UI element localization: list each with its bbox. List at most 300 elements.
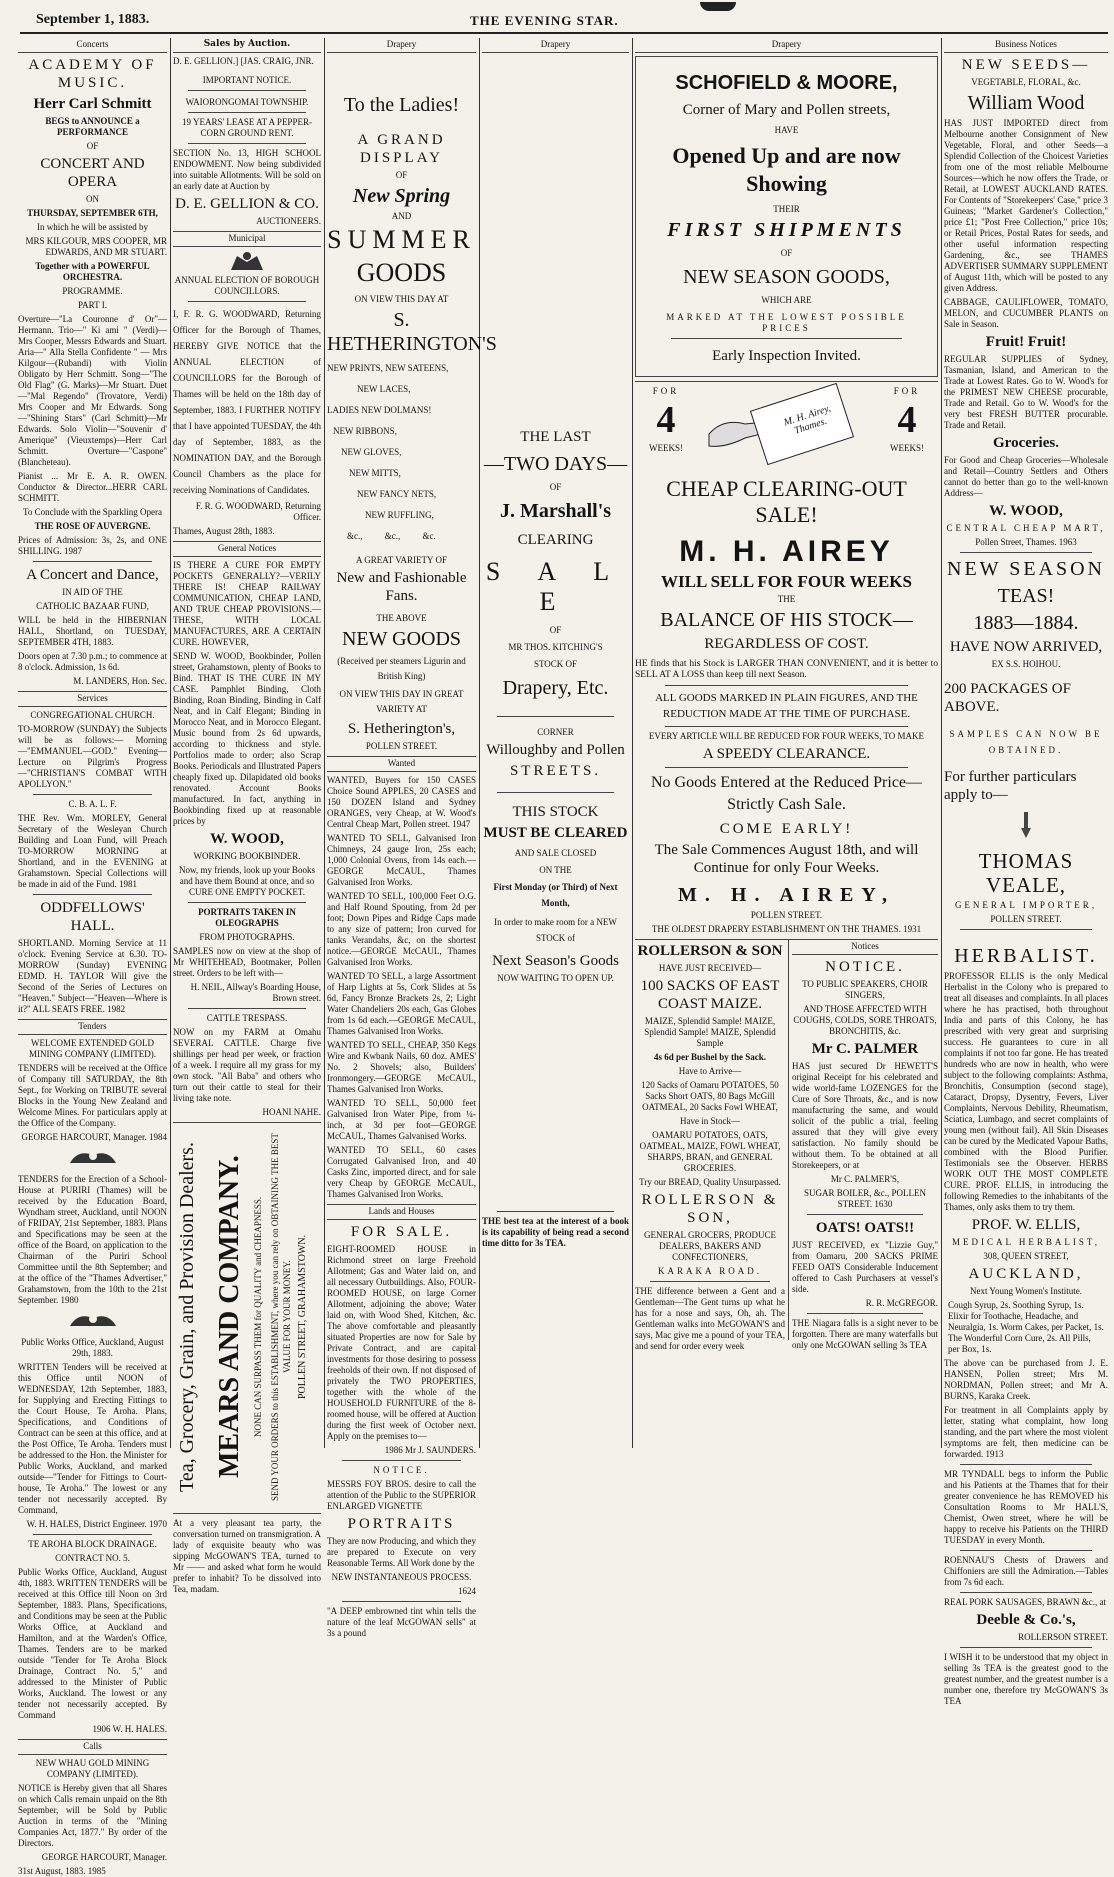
- pork-text: REAL PORK SAUSAGES, BRAWN &c., at: [944, 1597, 1106, 1607]
- list-item: NEW MITTS,: [349, 468, 401, 478]
- whau-sig: GEORGE HARCOURT, Manager.: [41, 1852, 167, 1862]
- arrived-text: HAVE NOW ARRIVED,: [949, 639, 1103, 655]
- oddfellows-heading: ODDFELLOWS' HALL.: [40, 900, 145, 934]
- trespass-text: NOW on my FARM at Omahu SEVERAL CATTLE. Charge five shillings per head per week, or fraction of a week. I require all my grass for my own stock. "All Baba" and others who turn out their cattle to steal for their living take note.: [173, 1027, 321, 1103]
- public-works-date: Public Works Office, Auckland, August 29th, 1883.: [21, 1337, 164, 1358]
- part-heading: PART I.: [78, 300, 107, 310]
- tyndall-text: MR TYNDALL begs to inform the Public and his Patients at the Thames that for their greater convenience he has REMOVED his Consultation Rooms to Mr HALL'S, Chemist, Owen street, where he will be happy to receive his Patients on the THIRD TUESDAY in every Month.: [944, 1469, 1108, 1545]
- bushel-price: 4s 6d per Bushel by the Sack.: [653, 1052, 767, 1062]
- portraits-heading: PORTRAITS TAKEN IN OLEOGRAPHS: [198, 907, 296, 928]
- photos-heading: FROM PHOTOGRAPHS.: [199, 932, 295, 942]
- on-text: ON: [86, 194, 99, 204]
- hetherington-name-2: S. Hetherington's,: [347, 721, 456, 737]
- divider: [960, 1592, 1091, 1593]
- cbal-heading: C. B. A. L. F.: [68, 799, 117, 809]
- portraits-heading: PORTRAITS: [347, 1516, 456, 1532]
- rollerson-heading-2: ROLLERSON & SON,: [641, 1192, 779, 1226]
- seeds-heading: NEW SEEDS—: [961, 57, 1091, 73]
- bazaar-fund: CATHOLIC BAZAAR FUND,: [36, 601, 149, 611]
- weeks-text: WEEKS!: [890, 443, 924, 453]
- hand-card-icon: [705, 388, 865, 464]
- card-text: M. H. Airey, Thames.: [782, 403, 833, 437]
- column-rule: [788, 940, 789, 1340]
- treatment-text: For treatment in all Complaints apply by letter, stating what complaint, how long standing, and the part where the most violent symptoms are felt, then medicine can be forwarded. 1913: [944, 1405, 1108, 1459]
- speedy-clearance: A SPEEDY CLEARANCE.: [702, 746, 871, 762]
- column-rule: [324, 38, 325, 1448]
- spacer: [482, 56, 629, 428]
- divider: [497, 792, 615, 793]
- column-3: [327, 38, 497, 1638]
- masthead-rule: [20, 32, 1108, 34]
- oats-heading: OATS! OATS!!: [815, 1220, 915, 1236]
- divider: [497, 1211, 615, 1212]
- niagara-text: THE Niagara falls is a sight never to be forgotten. There are many waterfalls but only one McGOWAN selling 3s TEA: [792, 1318, 938, 1350]
- divider: [807, 1214, 924, 1215]
- foy-text: MESSRS FOY BROS. desire to call the attention of the Public to the SUPERIOR ENLARGED VIGNETTE: [327, 1479, 476, 1511]
- auction-agents: D. E. GELLION.] [JAS. CRAIG, JNR.: [173, 56, 314, 66]
- foy-terms: They are now Producing, and which they are prepared to Execute on very Reasonable Terms. All Work done by the: [327, 1536, 476, 1568]
- masthead-ornament: [700, 2, 736, 11]
- for-text: FOR: [893, 386, 921, 396]
- pointing-hand-icon: [944, 810, 1108, 843]
- tea-joke: At a very pleasant tea party, the conversation turned on transmigration. A lady of exquisite beauty who was sipping McGOWAN'S TEA, turned to Mr —— and asked what form he would prefer to inhabit? To be dissolved into Tea, madam.: [173, 1518, 321, 1594]
- speakers-text: TO PUBLIC SPEAKERS, CHOIR SINGERS,: [802, 979, 928, 1000]
- gent-text: THE difference between a Gent and a Gentleman—The Gent turns up what he has for a nose and says, Oh, ah. The Gentleman walks into McGOWAN'S and says, Mac give me a pound of your TEA, and send for order every week: [635, 1286, 785, 1351]
- education-tender-text: TENDERS for the Erection of a School-House at PURIRI (Thames) will be received by the Education Board, Wyndham street, Auckland, until NOON of FRIDAY, 21st September, 1883. Plans and Specifications may be seen at the office of the Board, on application to the Chairman of the Puriri School Committee until the 8th September; and at the office of the "Thames Advertiser," Grahamstown, from the 10th to the 21st September. 1980: [18, 1174, 167, 1305]
- wanted-item: WANTED TO SELL, Galvanised Iron Chimneys, 24 gauge Iron, 25s each; 1,000 Colonial Ovens, from 14s each.—GEORGE McCAUL, Thames Galvanised Iron Works.: [327, 833, 476, 887]
- woodward-notice: I, F. R. G. WOODWARD, Returning Officer for the Borough of Thames, HEREBY GIVE NOTICE that the ANNUAL ELECTION of COUNCILLORS for the Borough of Thames will be held on the 18th day of September, 1883. I FURTHER NOTIFY that I have appointed TUESDAY, the 4th day of September, 1883, as the NOMINATION DAY, and the Borough Council Chambers as the place for receiving Nominations of Candidates.: [173, 309, 321, 495]
- first-monday: First Monday (or Third) of Next Month,: [493, 882, 618, 908]
- divider: [33, 894, 152, 895]
- and-text: AND: [391, 211, 412, 221]
- importer-text: GENERAL IMPORTER,: [954, 900, 1098, 910]
- divider: [188, 301, 306, 302]
- admission-prices: Prices of Admission: 3s, 2s, and ONE SHILLING. 1987: [18, 535, 167, 556]
- marked-prices: MARKED AT THE LOWEST POSSIBLE PRICES: [666, 312, 907, 333]
- assisted-text: In which he will be assisted by: [37, 222, 148, 232]
- divider: [497, 716, 615, 717]
- wanted-item: WANTED, Buyers for 150 CASES Choice Sound APPLES, 20 CASES and 150 DOZEN Island and Sydney ORANGES, very Cheap, at W. Wood's Central Cheap Mart, Pollen street. 1947: [327, 775, 476, 829]
- mears-advert: [173, 1122, 321, 1514]
- column-rule: [170, 38, 171, 1448]
- vegetable-text: VEGETABLE, FLORAL, &c.: [971, 77, 1081, 87]
- the-text: THE: [777, 594, 796, 604]
- instantaneous-process: NEW INSTANTANEOUS PROCESS.: [331, 1572, 472, 1582]
- programme-heading: PROGRAMME.: [62, 286, 123, 296]
- for-four-right: [882, 386, 932, 457]
- every-article: EVERY ARTICLE WILL BE REDUCED FOR FOUR WEEKS, TO MAKE: [648, 731, 925, 741]
- wood-name: W. WOOD,: [210, 831, 284, 847]
- remedies-list: Cough Syrup, 2s. Soothing Syrup, 1s. Elixir for Toothache, Headache, and Neuralgia, 1s. Worm Cakes, per Packet, 1s. The Wonderful Corn Cure, 2s. All Pills, per Box, 1s.: [948, 1300, 1104, 1354]
- cabbage-text: CABBAGE, CAULIFLOWER, TOMATO, MELON, and CUCUMBER PLANTS on Sale in Season.: [944, 297, 1108, 329]
- stock-of: STOCK OF: [533, 659, 578, 669]
- performers: MRS KILGOUR, MRS COOPER, MR EDWARDS, AND MR STUART.: [25, 236, 167, 257]
- mears-line-3: POLLEN STREET, GRAHAMSTOWN.: [297, 1234, 308, 1400]
- fruit-heading: Fruit! Fruit!: [985, 334, 1067, 350]
- divider: [960, 1464, 1091, 1465]
- ellis-name: PROF. W. ELLIS,: [971, 1217, 1081, 1233]
- palmer-text: HAS just secured Dr HEWETT'S original Receipt for his celebrated and wide world-fame LOZENGES for the Cure of Sore Throats, &c., and is now manufacturing the same, and would solicit of the public a trial, feeling assured that they will give every satisfaction. No family should be without them. To be obtained at all Storekeepers, or at: [792, 1061, 938, 1170]
- rollerson-street: ROLLERSON STREET.: [1018, 1632, 1108, 1642]
- saunders-sig: 1986 Mr J. SAUNDERS.: [384, 1445, 476, 1455]
- column-rule: [941, 38, 942, 1448]
- arrive-items: 120 Sacks of Oamaru POTATOES, 50 Sacks Short OATS, 80 Bags McGill OATMEAL, 20 Sacks Fowl WHEAT,: [641, 1080, 779, 1112]
- no-goods: No Goods Entered at the Reduced Price—Strictly Cash Sale.: [650, 774, 923, 813]
- samples-text: SAMPLES now on view at the shop of Mr WHITEHEAD, Bootmaker, Pollen street. Orders to be left with—: [173, 946, 321, 978]
- cure-text: IS THERE A CURE FOR EMPTY POCKETS GENERALLY?—VERILY THERE IS! CHEAP RAILWAY COMMUNICATION, CHEAP LAND, AND TRUE CHEAP PROVISIONS.—THESE, WITH LOCAL MANUFACTURES, ARE A CERTAIN CURE. HOWEVER,: [173, 560, 321, 647]
- hales-sig: W. H. HALES, District Engineer. 1970: [26, 1519, 167, 1529]
- list-item: NEW FANCY NETS,: [357, 489, 437, 499]
- herbalist-heading: HERBALIST.: [954, 945, 1098, 967]
- wish-text: I WISH it to be understood that my object in selling 3s TEA is the greatest good to the greatest number, and the greatest number is a number one, therefore try McGOWAN'S 3s TEA: [944, 1652, 1108, 1706]
- balance-heading: BALANCE OF HIS STOCK—: [660, 609, 913, 631]
- column-rule: [479, 38, 480, 1448]
- section-header-wanted: Wanted: [327, 756, 476, 772]
- election-heading: ANNUAL ELECTION OF BOROUGH COUNCILLORS.: [174, 275, 320, 296]
- airey-card-row: [635, 381, 938, 476]
- arrive-text: Have to Arrive—: [678, 1066, 742, 1076]
- section-header-calls: Calls: [18, 1739, 167, 1755]
- seeds-text: HAS JUST IMPORTED direct from Melbourne another Consignment of New Vegetable, Floral, and other Seeds—a Splendid Collection of the Choicest Varieties from one of the most reliable Melbourne Sources—which he now offers the Trade, or Retail, at LOWEST AUCKLAND RATES. For Contents of "Storekeepers' Case," price 3 Guineas; "Market Gardener's Collection," price £1; "Post Free Collection," price 10s; or Retail Prices, Postal Rates for seeds, and other useful information respecting Gardening, &c., see THAMES ADVERTISER SUMMARY SUPPLEMENT of August 11th, which will be posted to any given Address.: [944, 118, 1108, 293]
- divider: [188, 902, 306, 903]
- list-item: NEW LACES,: [357, 384, 411, 394]
- groceries-text: For Good and Cheap Groceries—Wholesale and Retail—Country Settlers and Others cannot do better than go to the well-known Address—: [944, 455, 1108, 498]
- neil-sig: H. NEIL, Allway's Boarding House, Brown street.: [190, 982, 321, 1003]
- sale-closed: AND SALE CLOSED: [514, 848, 597, 858]
- corner-text: Corner of Mary and Pollen streets,: [682, 102, 891, 118]
- sacks-maize: 100 SACKS OF EAST COAST MAIZE.: [640, 978, 780, 1012]
- divider: [650, 1281, 770, 1282]
- col5-bottom: [635, 939, 938, 1351]
- section-header-lands: Lands and Houses: [327, 1204, 476, 1220]
- mears-title: Tea, Grocery, Grain, and Provision Dealers.: [176, 1142, 198, 1492]
- section-text: SECTION No. 13, HIGH SCHOOL ENDOWMENT. Now being subdivided into suitable Allotments. Will be sold on an early date at Auction by: [173, 148, 321, 191]
- section-header-drapery-3: Drapery: [635, 38, 938, 53]
- column-1: [18, 38, 167, 1876]
- harcourt-sig: GEORGE HARCOURT, Manager. 1984: [21, 1132, 167, 1142]
- academy-heading: ACADEMY OF MUSIC.: [28, 57, 157, 91]
- pianist: Pianist ... Mr E. A. R. OWEN. Conductor & Director...HERR CARL SCHMITT.: [18, 471, 167, 503]
- wanted-item: WANTED TO SELL, a large Assortment of Harp Lights at 5s, Cork Slides at 5s 6d, Fancy Bronze Brackets 2s, 2; Light Water Chandeliers 20s each, Gas Globes from 1s 6d each.—GEORGE McCAUL, Thames Galvanised Iron Works.: [327, 971, 476, 1036]
- on-the: ON THE: [539, 865, 572, 875]
- hoihou-text: EX S.S. HOIHOU.: [991, 659, 1061, 669]
- palmer-heading: Mr C. PALMER: [811, 1041, 919, 1057]
- section-header-business: Business Notices: [944, 38, 1108, 53]
- wanted-item: WANTED TO SELL, CHEAP, 350 Kegs Wire and Kwbank Nails, 60 doz. AMES' No. 2 Shovels; also, Builders' Ironmongery.—GEORGE McCAUL, Thames Galvanised Iron Works.: [327, 1040, 476, 1094]
- column-2: [173, 38, 321, 1594]
- opened-heading: Opened Up and are now Showing: [672, 143, 901, 196]
- further-text: For further particulars apply to—: [944, 769, 1077, 803]
- this-stock: THIS STOCK: [512, 804, 599, 820]
- section-header-auction: Sales by Auction.: [173, 38, 321, 53]
- of-text-2: OF: [549, 625, 562, 635]
- come-early: COME EARLY!: [719, 821, 854, 837]
- first-shipments: FIRST SHIPMENTS: [667, 219, 906, 241]
- william-wood: William Wood: [967, 92, 1085, 114]
- schofield-heading: SCHOFIELD & MOORE,: [675, 72, 898, 94]
- early-inspection: Early Inspection Invited.: [712, 348, 861, 364]
- make-room: In order to make room for a NEW STOCK of: [494, 917, 617, 943]
- variety-text: A GREAT VARIETY OF: [356, 555, 447, 565]
- received-text: (Received per steamers Ligurin and British King): [337, 656, 466, 681]
- landers-sig: M. LANDERS, Hon. Sec.: [73, 676, 167, 686]
- divider: [665, 726, 907, 727]
- will-sell: WILL SELL FOR FOUR WEEKS: [661, 572, 912, 591]
- hoani-sig: HOANI NAHE.: [262, 1107, 321, 1117]
- wood-trade: WORKING BOOKBINDER.: [193, 851, 301, 861]
- welcome-heading: WELCOME EXTENDED GOLD MINING COMPANY (LIMITED).: [28, 1038, 157, 1059]
- oldest-text: THE OLDEST DRAPERY ESTABLISHMENT ON THE THAMES. 1931: [651, 924, 922, 934]
- above-text: THE ABOVE: [376, 613, 427, 623]
- must-be-cleared: MUST BE CLEARED: [483, 825, 628, 841]
- two-days: —TWO DAYS—: [483, 453, 628, 475]
- crest-icon: [173, 250, 321, 275]
- aroha-text: Public Works Office, Auckland, August 4th, 1883. WRITTEN TENDERS will be received at this Office till Noon on 3rd September, 1883. Plans, Specifications, and Conditions may be seen at the Public Works Office, at Auckland and Hamilton, and at the Warden's Office, Thames. Tenders are to be marked outside "Tender for Te Aroha Block Drainage, Contract No. 5," and addressed to the Minister of Public Works, Auckland. The lowest or any tender not necessarily accepted. By Command: [18, 1567, 167, 1720]
- regardless-text: REGARDLESS OF COST.: [704, 636, 869, 652]
- clearing-text: CLEARING: [517, 532, 594, 548]
- their-text: THEIR: [773, 204, 800, 214]
- wanted-item: WANTED TO SELL, 60 cases Corrugated Galvanised Iron, and 40 Casks Zinc, imported direct, and for sale very Cheap by GEORGE McCAUL, Thames Galvanised Iron Works.: [327, 1145, 476, 1199]
- have-text: HAVE: [774, 125, 799, 135]
- cheap-clearing: CHEAP CLEARING-OUT SALE!: [666, 476, 907, 527]
- years-heading: 1883—1884.: [973, 612, 1079, 634]
- new-items-list: [327, 359, 476, 545]
- divider: [342, 1460, 461, 1461]
- doors-text: Doors open at 7.30 p.m.; to commence at 8 o'clock. Admission, 1s 6d.: [18, 651, 167, 672]
- section-header-drapery-2: Drapery: [482, 38, 629, 53]
- list-item: &c., &c., &c.: [347, 531, 436, 541]
- karaka-road: KARAKA ROAD.: [657, 1266, 762, 1276]
- divider: [188, 1008, 306, 1009]
- crest-icon: [18, 1310, 167, 1333]
- lizzie-text: JUST RECEIVED, ex "Lizzie Guy," from Oamaru, 200 SACKS PRIME FEED OATS Considerable Inducement offered to Cash Purchasers at vessel's side.: [792, 1240, 938, 1294]
- wanted-item: WANTED TO SELL, 50,000 feet Galvanised Iron Water Pipe, from ¼-inch, at 3d per foot—GEORGE McCAUL, Thames Galvanised Works.: [327, 1098, 476, 1141]
- divider: [342, 1601, 461, 1602]
- four-number: 4: [897, 399, 917, 441]
- list-item: NEW RIBBONS,: [333, 426, 397, 436]
- woodward-sig: F. R. G. WOODWARD, Returning Officer.: [195, 501, 321, 522]
- received-text: HAVE JUST RECEIVED—: [658, 963, 762, 973]
- whau-text: NOTICE is Hereby given that all Shares on which Calls remain unpaid on the 8th September, will be Sold by Public Auction in terms of the "Mining Companies Act, 1877." By order of the Directors.: [18, 1783, 167, 1848]
- onview-text: ON VIEW THIS DAY IN GREAT VARIETY AT: [339, 689, 464, 714]
- section-header-notices: Notices: [792, 940, 938, 955]
- crest-icon: [18, 1147, 167, 1170]
- concert-opera: CONCERT AND OPERA: [40, 156, 145, 190]
- schmitt-heading: Herr Carl Schmitt: [33, 96, 152, 112]
- sale-heading: S A L E: [485, 557, 626, 616]
- section-header-concerts: Concerts: [18, 38, 167, 53]
- sale-commences: The Sale Commences August 18th, and will Continue for only Four Weeks.: [654, 842, 919, 876]
- divider: [665, 685, 907, 686]
- divider: [960, 1550, 1091, 1551]
- mears-name: MEARS AND COMPANY.: [214, 1155, 245, 1479]
- divider: [960, 929, 1091, 930]
- orchestra: Together with a POWERFUL ORCHESTRA.: [35, 261, 150, 282]
- divider: [188, 112, 306, 113]
- wood-name: W. WOOD,: [989, 503, 1063, 519]
- for-sale-heading: FOR SALE.: [350, 1224, 453, 1240]
- cbal-text: THE Rev. Wm. MORLEY, General Secretary of the Wesleyan Church Building and Loan Fund, will Preach TO-MORROW MORNING at Shortland, and in the EVENING at Grahamstown. Special Collections will be made in aid of the Fund. 1981: [18, 813, 167, 889]
- column-6: [944, 38, 1108, 1706]
- conclude-text: To Conclude with the Sparkling Opera: [22, 507, 163, 517]
- lease-heading: 19 YEARS' LEASE AT A PEPPER-CORN GROUND RENT.: [182, 117, 312, 138]
- rose-opera: THE ROSE OF AUVERGNE.: [34, 521, 151, 531]
- auckland-text: AUCKLAND,: [968, 1266, 1084, 1282]
- divider: [188, 90, 306, 91]
- best-tea-text: THE best tea at the interest of a book is its capability of being read a second time ditto for 3s TEA.: [482, 1216, 629, 1248]
- samples-text: SAMPLES CAN NOW BE OBTAINED.: [949, 729, 1103, 755]
- list-item: NEW PRINTS, NEW SATEENS,: [327, 363, 449, 373]
- bread-text: Try our BREAD, Quality Unsurpassed.: [639, 1177, 781, 1187]
- section-header-services: Services: [18, 691, 167, 707]
- corner-text: CORNER: [537, 727, 574, 737]
- veale-name: THOMAS VEALE,: [978, 849, 1074, 897]
- goods-heading: GOODS: [356, 258, 447, 287]
- oddfellows-text: SHORTLAND. Morning Service at 11 o'clock. Evening Service at 6.30. TO-MORROW (Sunday) EVENING EDMD. H. TAYLOR Will give the Second of the Series of Lectures on "Heaven." Subject—"Heaven—Where is it?" ALL SEATS FREE. 1982: [18, 938, 167, 1014]
- new-goods-heading: NEW GOODS: [341, 628, 462, 650]
- hales-sig-2: 1906 W. H. HALES.: [92, 1724, 167, 1734]
- divider: [960, 1647, 1091, 1648]
- next-text: Next Young Women's Institute.: [970, 1286, 1082, 1296]
- auctioneers: AUCTIONEERS.: [256, 216, 321, 226]
- gellion-name: D. E. GELLION & CO.: [175, 196, 319, 212]
- welcome-text: TENDERS will be received at the Office of Company till SATURDAY, the 8th Sept., for Working on TRIBUTE several Blocks in the Young New Zealand and Welcome Mines. For particulars apply at the Office of the Company.: [18, 1063, 167, 1128]
- weeks-text: WEEKS!: [649, 443, 683, 453]
- kitching-name: MR THOS. KITCHING'S: [508, 642, 603, 652]
- sugar-boiler: SUGAR BOILER, &c., POLLEN STREET. 1630: [804, 1188, 926, 1209]
- divider: [960, 552, 1091, 553]
- new-season-heading: NEW SEASON: [947, 558, 1105, 580]
- schofield-advert: [635, 56, 938, 377]
- announce-text: BEGS to ANNOUNCE a PERFORMANCE: [45, 116, 140, 137]
- column-4: [482, 38, 629, 1448]
- notice-heading: NOTICE.: [825, 959, 905, 975]
- of-text: OF: [395, 170, 408, 180]
- instore-text: Have in Stock—: [680, 1116, 740, 1126]
- divider: [807, 1313, 924, 1314]
- section-header-general: General Notices: [173, 541, 321, 557]
- of-text: OF: [86, 141, 99, 151]
- ladies-heading: To the Ladies!: [343, 94, 460, 116]
- the-last: THE LAST: [520, 429, 591, 445]
- issue-date: September 1, 1883.: [36, 12, 150, 27]
- rollerson-advert: [635, 942, 785, 1355]
- airey-name-2: M. H. AIREY,: [678, 884, 895, 906]
- marked-plain: ALL GOODS MARKED IN PLAIN FIGURES, AND THE REDUCTION MADE AT THE TIME OF PURCHASE.: [655, 692, 918, 720]
- pollen-street: POLLEN STREET.: [990, 914, 1062, 924]
- township-heading: WAIORONGOMAI TOWNSHIP.: [185, 97, 309, 107]
- medical-herbalist: MEDICAL HERBALIST,: [952, 1237, 1100, 1247]
- divider: [33, 561, 152, 562]
- list-item: LADIES NEW DOLMANS!: [327, 405, 432, 415]
- next-season: Next Season's Goods: [492, 953, 619, 969]
- concert-date: THURSDAY, SEPTEMBER 6TH,: [27, 208, 158, 218]
- fans-heading: New and Fashionable Fans.: [336, 570, 467, 604]
- programme-items: Overture—"La Couronne d' Or"—Hermann. Trio—" Ki ami " (Verdi)—Mrs Cooper, Messrs Edwards and Stuart. Aria—" Alla Stella Confidente " — Mrs Kilgour—(Rubandi) with Violin Obligato by Herr Schmitt. Song—"The Old Flag" (G. Marks)—Mr Stuart. Duet—"Mal Regendo" (Trovatore, Verdi) Mrs Cooper and Mr Edwards. Song—"Shining Stars" (Carl Schmitt)—Mr Edwards. Solo Violin—"Souvenir d' Amerique" (Vieuxtemps)—Herr Carl Schmitt. Overture—"Caspone" (Blancheteau).: [18, 314, 167, 467]
- which-text: WHICH ARE: [761, 295, 812, 305]
- wood-close: Now, my friends, look up your Books and have them Bound at once, and so CURE ONE EMPTY POCKET.: [179, 865, 315, 897]
- section-header-drapery: Drapery: [327, 38, 476, 53]
- drapery-etc: Drapery, Etc.: [502, 677, 609, 699]
- whau-heading: NEW WHAU GOLD MINING COMPANY (LIMITED).: [35, 1758, 150, 1779]
- contract-heading: CONTRACT NO. 5.: [55, 1553, 130, 1563]
- mcgregor-sig: R. R. McGREGOR.: [865, 1298, 938, 1308]
- grand-display: A GRAND DISPLAY: [357, 132, 446, 166]
- congregational-text: TO-MORROW (SUNDAY) the Subjects will be as follows:— Morning—"EMMANUEL—GOD." Evening—Lecture on Pilgrim's Progress—"CHRISTIAN'S COMBAT WITH APOLLYON.": [18, 724, 167, 789]
- deep-tint-text: "A DEEP embrowned tint whin tells the nature of the leaf McGOWAN sells" at 3s a pound: [327, 1606, 476, 1638]
- paper-title: THE EVENING STAR.: [470, 13, 619, 28]
- list-item: NEW RUFFLING,: [365, 510, 434, 520]
- column-rule: [632, 38, 633, 1448]
- waiting-text: NOW WAITING TO OPEN UP.: [497, 973, 614, 983]
- instore-items: OAMARU POTATOES, OATS, OATMEAL, MAIZE, FOWL WHEAT, SHARPS, BRAN, and GENERAL GROCERIES.: [639, 1130, 781, 1173]
- section-header-municipal: Municipal: [173, 231, 321, 247]
- column-5: [635, 38, 938, 1448]
- grocers-text: GENERAL GROCERS, PRODUCE DEALERS, BAKERS AND CONFECTIONERS,: [644, 1230, 776, 1262]
- palmers-name: Mr C. PALMER'S,: [830, 1174, 900, 1184]
- of-text: OF: [549, 482, 562, 492]
- trespass-heading: CATTLE TRESPASS.: [206, 1013, 288, 1023]
- section-header-tenders: Tenders: [18, 1019, 167, 1035]
- roennau-text: ROENNAU'S Chests of Drawers and Chiffoniers are still the Admiration.—Tables from 7s 6d each.: [944, 1555, 1108, 1587]
- fruit-text: REGULAR SUPPLIES of Sydney, Tasmanian, Island, and American to the Trade at Lowest Rates. Go to W. Wood's for the PRIMEST NEW CHEESE procurable, Trade and Retail. Go to W. Wood's for the very best FRESH BUTTER procurable. Trade and Retail.: [944, 354, 1108, 430]
- wood-bookbinder-text: SEND W. WOOD, Bookbinder, Pollen street, Grahamstown, plenty of Books to Bind. THAT IS THE CURE IN MY CASE. Pamphlet Binding, Cloth Binding, Roan Binding, Binding in Calf Neat, and in Calf Elegant; Binding in Morocco Neat, and in Morocco Elegant. Music bound from 2s 6d upwards, according to thickness and style. Portfolios made to order; also Scrap Books. Periodicals and Illustrated Papers cheaply fixed up. Dilapidated old books renovated. Account Books manufactured. In fact, anything in Bookbinding fixed up at reasonable prices by: [173, 651, 321, 826]
- cheap-mart: CENTRAL CHEAP MART,: [946, 523, 1106, 533]
- pollen-street: POLLEN STREET.: [750, 910, 823, 920]
- new-spring: New Spring: [352, 185, 451, 207]
- spacer: [482, 987, 629, 1207]
- mart-address: Pollen Street, Thames. 1963: [975, 537, 1077, 547]
- marshall-name: J. Marshall's: [499, 500, 612, 522]
- for-sale-text: EIGHT-ROOMED HOUSE in Richmond street on large Freehold Allotment; Gas and Water laid on, and all necessary Outbuildings. Also, FOUR-ROOMED HOUSE, on large Corner Allotment, adjoining the above; Water laid on, with Wood Shed, Kitchen, &c. The above comfortable and pleasantly situated Properties are now for Sale by Private Contract, and are capital investments for those desiring to possess freeholds of their own. If not disposed of privately the TWO PROPERTIES, together with the whole of the HOUSEHOLD FURNITURE of the 8-roomed house, will be offered at Auction during the first week of October next. Apply on the premises to—: [327, 1244, 476, 1441]
- hetherington-name: S. HETHERINGTON'S: [327, 309, 497, 355]
- masthead: [0, 0, 1114, 36]
- divider: [33, 794, 152, 795]
- new-season-goods: NEW SEASON GOODS,: [683, 266, 890, 288]
- important-notice: IMPORTANT NOTICE.: [202, 75, 292, 85]
- affected-text: AND THOSE AFFECTED WITH COUGHS, COLDS, SORE THROATS, BRONCHITIS, &c.: [793, 1004, 937, 1036]
- of-text: OF: [780, 248, 793, 258]
- woodward-date: Thames, August 28th, 1883.: [173, 526, 275, 536]
- notices-area: [792, 940, 938, 1354]
- list-item: NEW GLOVES,: [341, 447, 402, 457]
- rollerson-heading: ROLLERSON & SON: [637, 943, 783, 959]
- divider: [33, 1534, 152, 1535]
- wanted-item: WANTED TO SELL, 100,000 Feet O.G. and Half Round Spouting, from 2d per foot; Down Pipes and Ridge Caps made to any size of pattern; Iron curved for tanks Verandahs, &c, on the shortest notice.—GEORGE McCAUL, Thames Galvanised Iron Works.: [327, 891, 476, 967]
- streets-text: STREETS.: [509, 763, 602, 779]
- for-four-left: [641, 386, 691, 457]
- whau-date: 31st August, 1883. 1985: [18, 1866, 106, 1876]
- summer-heading: SUMMER: [327, 225, 476, 254]
- maize-sample: MAIZE, Splendid Sample! MAIZE, Splendid Sample! MAIZE, Splendid Sample: [644, 1016, 776, 1048]
- queen-street: 308, QUEEN STREET,: [983, 1251, 1069, 1261]
- groceries-heading: Groceries.: [993, 435, 1059, 451]
- view-text: ON VIEW THIS DAY AT: [354, 294, 449, 304]
- dance-heading: A Concert and Dance,: [26, 567, 159, 583]
- aroha-heading: TE AROHA BLOCK DRAINAGE.: [28, 1539, 157, 1549]
- willoughby-text: Willoughby and Pollen: [486, 742, 625, 758]
- foy-number: 1624: [458, 1586, 476, 1596]
- divider: [188, 143, 306, 144]
- divider: [671, 338, 902, 339]
- mears-line-1: NONE CAN SURPASS THEM for QUALITY and CHEAPNESS.: [253, 1196, 263, 1438]
- aid-text: IN AID OF THE: [62, 587, 123, 597]
- pollen-street: POLLEN STREET.: [365, 741, 438, 751]
- mears-line-2: SEND YOUR ORDERS to this ESTABLISHMENT, where you can rely on OBTAINING THE BEST VALUE FOR YOUR MONEY.: [270, 1133, 292, 1501]
- ellis-text: PROFESSOR ELLIS is the only Medical Herbalist in the Colony who is prepared to treat all diseases and complaints. In all places where he has practised, both throughout India and parts of this Colony, he has prescribed with very great and surprising success. He guarantees to cure in all complaints if not too far gone. He has treated hundreds who are now in health, who were subject to the following complaints: Asthma, Bronchitis, Consumption (second stage), Cataract, Dropsy, Dysentry, Fevers, Liver Complaints, Nervous Debility, Rheumatism, Sciatica, Lumbago, and secret complaints of young men (without fail). All Skin Diseases can be cured by the Medicated Vapour Baths, combined with the Blood Purifier. Testimonials see the Observer. HERBS WORK OUT THE MOST COMPLETE CURE. PROF. ELLIS, in introducing the following Remedies to the inhabitants of the Thames, only asks them to try them.: [944, 971, 1108, 1212]
- divider: [665, 767, 907, 768]
- finds-text: HE finds that his Stock is LARGER THAN CONVENIENT, and it is better to SELL AT A LOSS than keep till next Season.: [635, 659, 938, 680]
